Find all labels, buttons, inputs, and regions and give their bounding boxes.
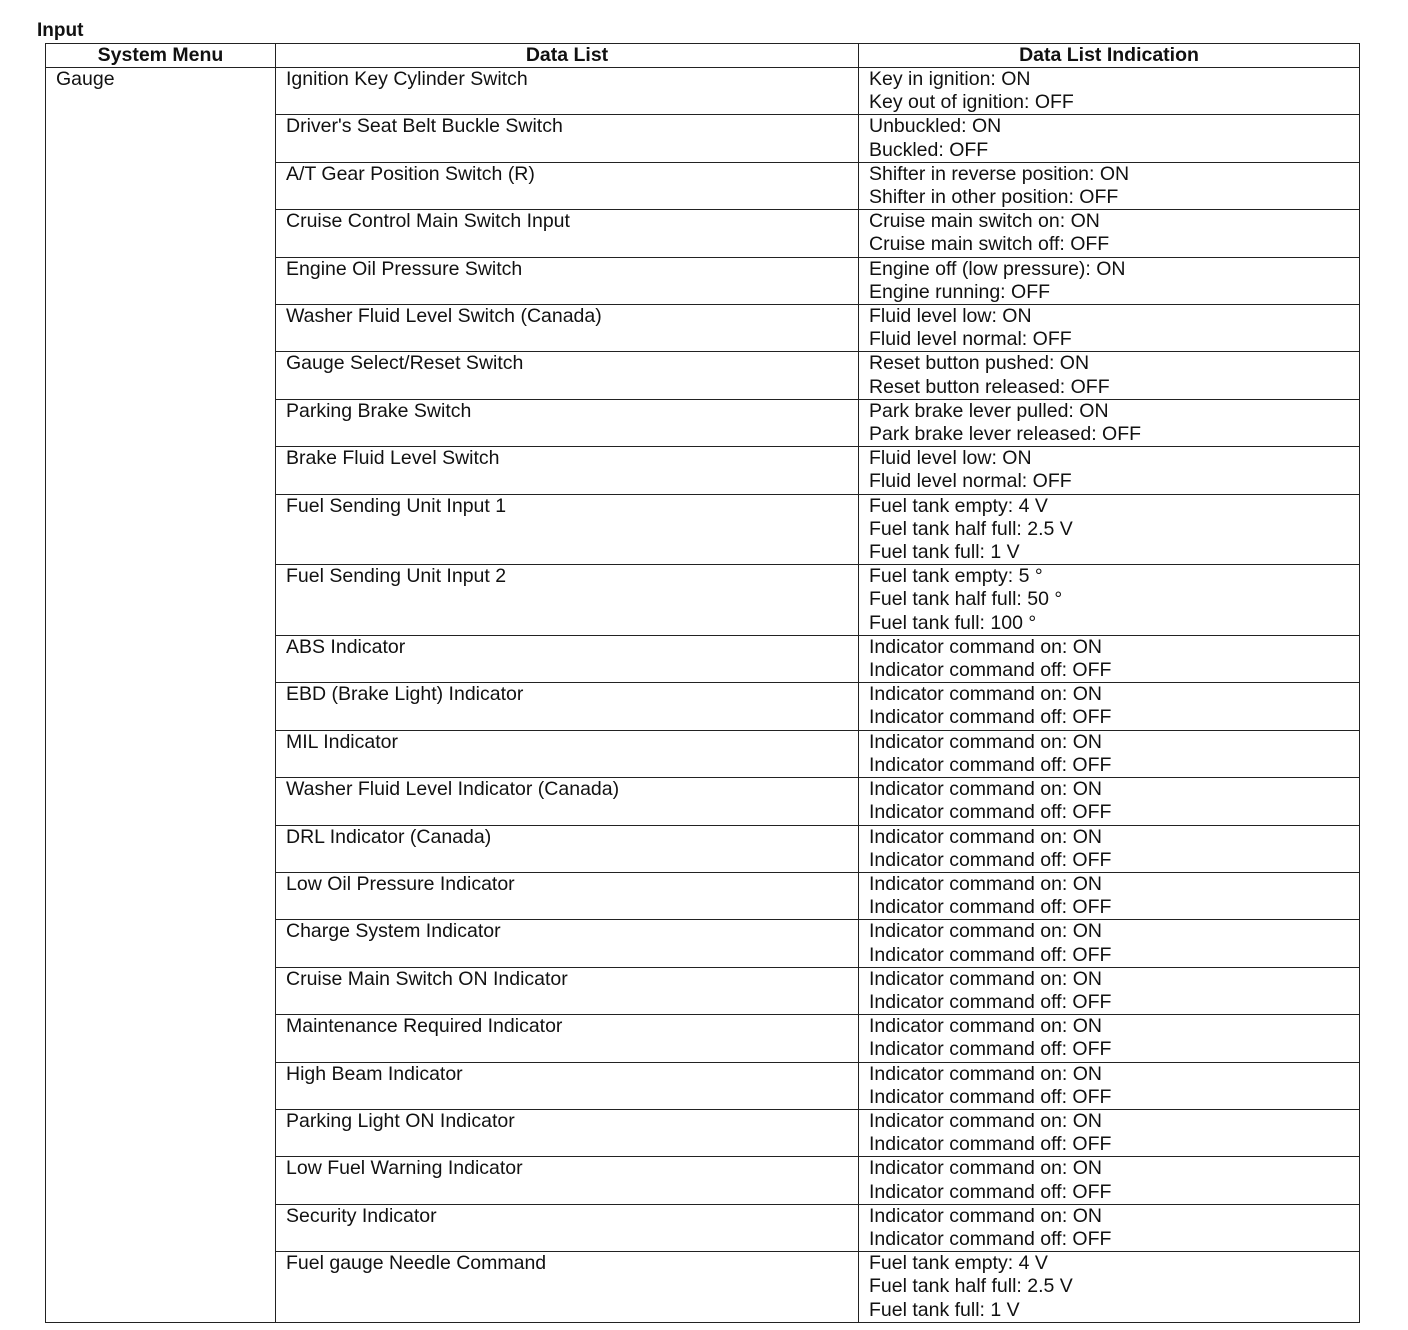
indication-line: Indicator command off: OFF [869,990,1112,1013]
data-list-item: EBD (Brake Light) Indicator [276,683,859,730]
indication-line: Fuel tank empty: 4 V [869,1252,1048,1275]
indication-line: Indicator command off: OFF [869,1085,1112,1108]
indication-line: Fuel tank full: 1 V [869,541,1020,564]
data-list-indication [859,1015,1360,1062]
header-data-list-indication: Data List Indication [859,44,1360,68]
data-list-indication [859,730,1360,777]
indication-line: Park brake lever pulled: ON [869,399,1109,422]
header-system-menu: System Menu [46,44,276,68]
indication-line: Indicator command on: ON [869,730,1103,753]
indication-line: Park brake lever released: OFF [869,423,1142,446]
data-list-item: Fuel Sending Unit Input 1 [276,494,859,565]
indication-line: Fuel tank half full: 2.5 V [869,517,1073,540]
indication-line: Fuel tank half full: 50 ° [869,588,1063,611]
data-list-indication [859,872,1360,919]
indication-line: Fluid level normal: OFF [869,470,1072,493]
indication-line: Indicator command off: OFF [869,896,1112,919]
indication-line: Indicator command on: ON [869,825,1103,848]
data-list-item: Security Indicator [276,1204,859,1251]
data-list-indication [859,68,1360,115]
indication-line: Indicator command off: OFF [869,801,1112,824]
indication-line: Fuel tank empty: 4 V [869,494,1048,517]
data-list-item: High Beam Indicator [276,1062,859,1109]
data-list-indication [859,257,1360,304]
data-list-item: ABS Indicator [276,635,859,682]
indication-line: Reset button pushed: ON [869,352,1090,375]
indication-line: Cruise main switch on: ON [869,210,1100,233]
indication-line: Indicator command off: OFF [869,1133,1112,1156]
data-list-indication [859,920,1360,967]
data-list-item: Parking Brake Switch [276,399,859,446]
data-list-item: Cruise Control Main Switch Input [276,210,859,257]
data-list-indication [859,825,1360,872]
data-list-item: Fuel Sending Unit Input 2 [276,565,859,636]
data-list-item: Washer Fluid Level Switch (Canada) [276,305,859,352]
indication-line: Key in ignition: ON [869,68,1031,90]
indication-line: Indicator command off: OFF [869,943,1112,966]
data-list-indication [859,683,1360,730]
data-list-item: Low Oil Pressure Indicator [276,872,859,919]
indication-line: Fuel tank full: 100 ° [869,611,1037,634]
table-row [46,68,1360,115]
data-list-item: A/T Gear Position Switch (R) [276,162,859,209]
data-list-item: Maintenance Required Indicator [276,1015,859,1062]
data-list-indication [859,210,1360,257]
indication-line: Indicator command off: OFF [869,1038,1112,1061]
data-list-indication [859,399,1360,446]
data-list-item: Low Fuel Warning Indicator [276,1157,859,1204]
data-list-indication [859,162,1360,209]
section-title: Input [37,20,84,41]
data-list-indication [859,1252,1360,1323]
indication-line: Shifter in reverse position: ON [869,162,1130,185]
indication-line: Indicator command off: OFF [869,1180,1112,1203]
data-list-indication [859,447,1360,494]
data-list-indication [859,1062,1360,1109]
data-list-indication [859,565,1360,636]
indication-line: Indicator command off: OFF [869,753,1112,776]
indication-line: Reset button released: OFF [869,375,1110,398]
indication-line: Indicator command on: ON [869,683,1103,706]
indication-line: Indicator command on: ON [869,635,1103,658]
data-list-item: Washer Fluid Level Indicator (Canada) [276,778,859,825]
data-list-indication [859,352,1360,399]
indication-line: Shifter in other position: OFF [869,186,1119,209]
indication-line: Fuel tank full: 1 V [869,1298,1020,1321]
data-list-indication [859,115,1360,162]
data-list-item: Charge System Indicator [276,920,859,967]
data-list-item: Fuel gauge Needle Command [276,1252,859,1323]
indication-line: Indicator command on: ON [869,967,1103,990]
data-list-indication [859,305,1360,352]
indication-line: Indicator command on: ON [869,872,1103,895]
data-list-item: Cruise Main Switch ON Indicator [276,967,859,1014]
header-data-list: Data List [276,44,859,68]
data-list-item: DRL Indicator (Canada) [276,825,859,872]
indication-line: Indicator command on: ON [869,920,1103,943]
indication-line: Key out of ignition: OFF [869,91,1074,114]
indication-line: Indicator command off: OFF [869,706,1112,729]
data-list-indication [859,967,1360,1014]
data-list-item: Ignition Key Cylinder Switch [276,68,859,115]
indication-line: Fluid level low: ON [869,447,1032,470]
data-list-indication [859,494,1360,565]
indication-line: Buckled: OFF [869,138,989,161]
table-header-row [46,44,1360,68]
data-list-indication [859,778,1360,825]
indication-line: Indicator command on: ON [869,778,1103,801]
indication-line: Indicator command off: OFF [869,848,1112,871]
indication-line: Engine running: OFF [869,280,1051,303]
data-list-item: Parking Light ON Indicator [276,1109,859,1156]
data-list-indication [859,635,1360,682]
data-list-indication [859,1204,1360,1251]
table-body [46,68,1360,1323]
system-menu-cell: Gauge [46,68,276,1323]
indication-line: Indicator command off: OFF [869,659,1112,682]
data-list-indication [859,1109,1360,1156]
indication-line: Indicator command on: ON [869,1204,1103,1227]
data-list-table [45,43,1360,1323]
indication-line: Indicator command on: ON [869,1109,1103,1132]
data-list-item: MIL Indicator [276,730,859,777]
indication-line: Indicator command on: ON [869,1062,1103,1085]
data-list-item: Driver's Seat Belt Buckle Switch [276,115,859,162]
data-list-item: Engine Oil Pressure Switch [276,257,859,304]
indication-line: Cruise main switch off: OFF [869,233,1110,256]
indication-line: Fluid level low: ON [869,305,1032,328]
indication-line: Fluid level normal: OFF [869,328,1072,351]
indication-line: Indicator command on: ON [869,1157,1103,1180]
indication-line: Fuel tank half full: 2.5 V [869,1275,1073,1298]
indication-line: Fuel tank empty: 5 ° [869,565,1043,588]
data-list-item: Gauge Select/Reset Switch [276,352,859,399]
indication-line: Indicator command off: OFF [869,1227,1112,1250]
data-list-indication [859,1157,1360,1204]
data-list-item: Brake Fluid Level Switch [276,447,859,494]
indication-line: Indicator command on: ON [869,1015,1103,1038]
indication-line: Engine off (low pressure): ON [869,257,1126,280]
indication-line: Unbuckled: ON [869,115,1002,138]
